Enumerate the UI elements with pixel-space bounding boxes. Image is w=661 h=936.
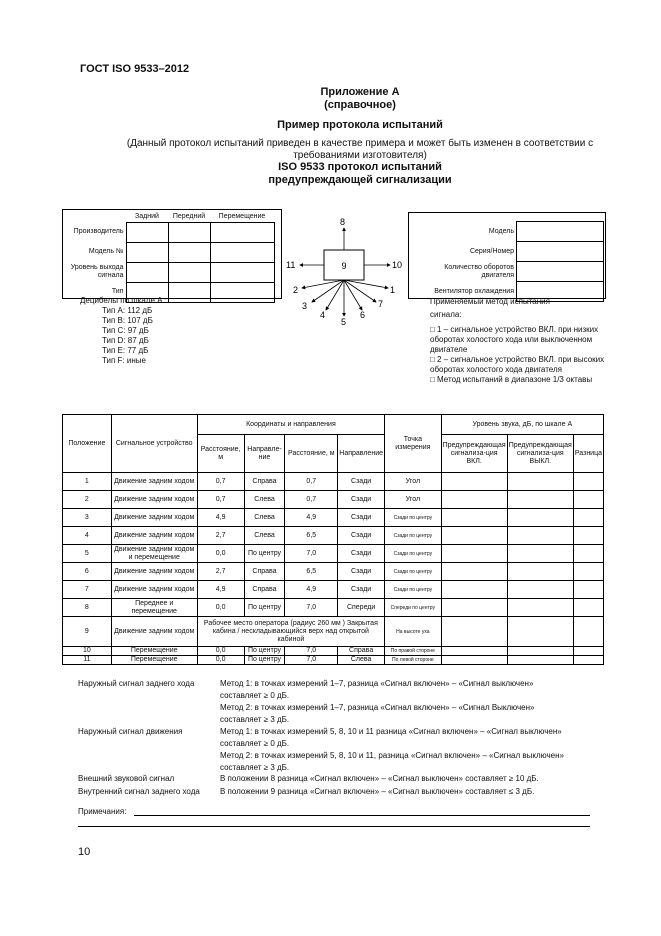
row-device: Перемещение bbox=[111, 647, 197, 656]
method-title1: Применяемый метод испытания bbox=[430, 297, 550, 306]
row-point: Сзади по центру bbox=[385, 581, 441, 599]
h-dir2: Направление bbox=[338, 435, 385, 473]
method-option-3[interactable]: □ Метод испытаний в диапазоне 1/3 октавы bbox=[430, 375, 593, 384]
row-position: 10 bbox=[63, 647, 112, 656]
method-option-1[interactable]: □ 1 – сигнальное устройство ВКЛ. при низких оборотах холостого хода или выключенном двигателе bbox=[430, 325, 599, 354]
row-dist2: 0,7 bbox=[285, 473, 338, 491]
note-rear-m1b: составляет ≥ 0 дБ. bbox=[220, 691, 290, 700]
row-dir1: Слева bbox=[244, 491, 285, 509]
diagram-point-4: 4 bbox=[320, 310, 326, 320]
row-dist2: 4,9 bbox=[285, 581, 338, 599]
row-point: Сзади по центру bbox=[385, 563, 441, 581]
row-diff[interactable] bbox=[573, 617, 603, 647]
row-position: 1 bbox=[63, 473, 112, 491]
row-dist1: 4,9 bbox=[197, 581, 244, 599]
row-dist1: 0,7 bbox=[197, 473, 244, 491]
row-point: Угол bbox=[385, 491, 441, 509]
row-type: Тип bbox=[111, 288, 124, 295]
decibels-list bbox=[80, 296, 167, 366]
row-on[interactable] bbox=[441, 656, 507, 665]
remarks-line[interactable] bbox=[134, 815, 590, 816]
row-merged-coords: Рабочее место оператора (радиус 260 мм ) Закрытая кабина / нескладывающийся верх над открытой кабиной bbox=[197, 617, 384, 647]
cell[interactable] bbox=[210, 222, 274, 242]
cell[interactable] bbox=[168, 222, 210, 242]
row-dist1: 0,0 bbox=[197, 656, 244, 665]
note-rear-m1a: Метод 1: в точках измерений 1–7, разница «Сигнал включен» – «Сигнал выключен» bbox=[220, 679, 534, 688]
note-move-m2b: составляет ≥ 3 дБ. bbox=[220, 763, 290, 772]
row-diff[interactable] bbox=[573, 545, 603, 563]
row-dist2: 4,9 bbox=[285, 509, 338, 527]
diagram-point-6: 6 bbox=[360, 310, 366, 320]
decibel-item: Тип Е: 77 дБ bbox=[102, 346, 149, 355]
col-front: Передний bbox=[172, 212, 206, 220]
remarks-line-2[interactable] bbox=[78, 826, 590, 827]
row-dir2: Сзади bbox=[338, 545, 385, 563]
row-off[interactable] bbox=[507, 656, 573, 665]
decibel-item: Тип В: 107 дБ bbox=[102, 316, 153, 325]
table-row bbox=[63, 527, 604, 545]
row-off[interactable] bbox=[507, 491, 573, 509]
row-dist2: 6,5 bbox=[285, 563, 338, 581]
protocol-title-line1: ISO 9533 протокол испытаний bbox=[278, 161, 442, 173]
h-device: Сигнальное устройство bbox=[111, 415, 197, 473]
row-on[interactable] bbox=[441, 581, 507, 599]
row-diff[interactable] bbox=[573, 581, 603, 599]
row-device: Движение задним ходом bbox=[111, 509, 197, 527]
row-dir2: Слева bbox=[338, 656, 385, 665]
cell[interactable] bbox=[517, 242, 604, 262]
row-position: 6 bbox=[63, 563, 112, 581]
cell[interactable] bbox=[210, 282, 274, 302]
row-position: 5 bbox=[63, 545, 112, 563]
row-point: Сзади по центру bbox=[385, 545, 441, 563]
row-dir1: По центру bbox=[244, 656, 285, 665]
row-dist2: 7,0 bbox=[285, 599, 338, 617]
row-device: Движение задним ходом bbox=[111, 491, 197, 509]
protocol-title-line2: предупреждающей сигнализации bbox=[268, 174, 452, 186]
cell[interactable] bbox=[168, 262, 210, 282]
table-row bbox=[63, 617, 604, 647]
cell[interactable] bbox=[168, 282, 210, 302]
table-row bbox=[63, 509, 604, 527]
row-device: Движение задним ходом bbox=[111, 617, 197, 647]
row-diff[interactable] bbox=[573, 656, 603, 665]
row-diff[interactable] bbox=[573, 563, 603, 581]
table-row bbox=[63, 545, 604, 563]
row-off[interactable] bbox=[507, 545, 573, 563]
row-dir1: Справа bbox=[244, 581, 285, 599]
row-on[interactable] bbox=[441, 599, 507, 617]
table-row bbox=[63, 563, 604, 581]
row-dir1: Слева bbox=[244, 527, 285, 545]
row-point: По левой стороне bbox=[385, 656, 441, 665]
row-dist2: 0,7 bbox=[285, 491, 338, 509]
row-dist1: 2,7 bbox=[197, 527, 244, 545]
row-on[interactable] bbox=[441, 563, 507, 581]
appendix-note-line1: (Данный протокол испытаний приведен в качестве примера и может быть изменен в соответствии с bbox=[126, 138, 594, 149]
cell[interactable] bbox=[126, 262, 168, 282]
appendix-note-line2: требованиями изготовителя) bbox=[293, 150, 427, 161]
cell[interactable] bbox=[126, 242, 168, 262]
diagram-point-8: 8 bbox=[340, 217, 346, 227]
row-manufacturer: Производитель bbox=[73, 228, 124, 235]
row-diff[interactable] bbox=[573, 509, 603, 527]
measurement-table bbox=[62, 414, 604, 665]
cell[interactable] bbox=[210, 262, 274, 282]
row-on[interactable] bbox=[441, 617, 507, 647]
row-dist1: 0,0 bbox=[197, 599, 244, 617]
diagram-point-11: 11 bbox=[286, 260, 296, 270]
h-on: Предупреждающая сигнализа-ция ВКЛ. bbox=[441, 435, 507, 473]
h-diff: Разница bbox=[573, 435, 603, 473]
appendix-heading: Пример протокола испытаний bbox=[277, 119, 443, 131]
row-dist1: 2,7 bbox=[197, 563, 244, 581]
decibel-item: Тип С: 97 дБ bbox=[102, 326, 149, 335]
row-dist2: 7,0 bbox=[285, 647, 338, 656]
note-int-key: Внутренний сигнал заднего хода bbox=[78, 787, 200, 796]
row-on[interactable] bbox=[441, 545, 507, 563]
row-dir2: Сзади bbox=[338, 527, 385, 545]
row-position: 7 bbox=[63, 581, 112, 599]
row-diff[interactable] bbox=[573, 599, 603, 617]
cell[interactable] bbox=[517, 262, 604, 282]
row-point: На высоте уха bbox=[385, 617, 441, 647]
table-row bbox=[63, 581, 604, 599]
row-off[interactable] bbox=[507, 563, 573, 581]
row-off[interactable] bbox=[507, 599, 573, 617]
row-device: Движение задним ходом bbox=[111, 473, 197, 491]
row-diff[interactable] bbox=[573, 647, 603, 656]
table-row bbox=[63, 647, 604, 656]
row-off[interactable] bbox=[507, 473, 573, 491]
decibel-item: Тип D: 87 дБ bbox=[102, 336, 149, 345]
measurement-points-diagram bbox=[282, 212, 407, 327]
row-model-no: Модель № bbox=[88, 248, 124, 255]
diagram-point-1: 1 bbox=[390, 285, 396, 295]
row-device: Переднее и перемещение bbox=[111, 599, 197, 617]
row-position: 2 bbox=[63, 491, 112, 509]
row-dir1: Справа bbox=[244, 473, 285, 491]
row-device: Движение задним ходом bbox=[111, 527, 197, 545]
row-position: 11 bbox=[63, 656, 112, 665]
row-position: 9 bbox=[63, 617, 112, 647]
row-dir1: По центру bbox=[244, 545, 285, 563]
row-point: Спереди по центру bbox=[385, 599, 441, 617]
row-rpm: Количество оборотов двигателя bbox=[444, 263, 514, 279]
note-rear-m2b: составляет ≥ 3 дБ. bbox=[220, 715, 290, 724]
row-position: 3 bbox=[63, 509, 112, 527]
row-dist2: 7,0 bbox=[285, 656, 338, 665]
h-off: Предупреждающая сигнализа-ция ВЫКЛ. bbox=[507, 435, 573, 473]
row-dir2: Сзади bbox=[338, 563, 385, 581]
row-position: 4 bbox=[63, 527, 112, 545]
row-on[interactable] bbox=[441, 527, 507, 545]
decibels-title: Децибелы по шкале А : bbox=[80, 296, 167, 305]
row-dir1: Справа bbox=[244, 563, 285, 581]
remarks-label: Примечания: bbox=[78, 807, 127, 816]
row-output-level: Уровень выхода сигнала bbox=[70, 264, 124, 279]
note-move-m1b: составляет ≥ 0 дБ. bbox=[220, 739, 290, 748]
row-device: Движение задним ходом bbox=[111, 563, 197, 581]
row-dir2: Справа bbox=[338, 647, 385, 656]
row-dist2: 6,5 bbox=[285, 527, 338, 545]
method-title2: сигнала: bbox=[430, 310, 462, 319]
page-number: 10 bbox=[78, 846, 91, 858]
row-on[interactable] bbox=[441, 491, 507, 509]
row-dir1: Слева bbox=[244, 509, 285, 527]
row-off[interactable] bbox=[507, 581, 573, 599]
row-off[interactable] bbox=[507, 527, 573, 545]
row-diff[interactable] bbox=[573, 473, 603, 491]
h-dist2: Расстояние, м bbox=[285, 435, 338, 473]
diagram-point-2: 2 bbox=[293, 285, 299, 295]
note-move-m1a: Метод 1: в точках измерений 5, 8, 10 и 11 разница «Сигнал включен» – «Сигнал выключен» bbox=[220, 727, 562, 736]
decibel-item: Тип F: иные bbox=[102, 356, 146, 365]
note-int-val: В положении 9 разница «Сигнал включен» – «Сигнал выключен» составляет ≤ 3 дБ. bbox=[220, 787, 535, 796]
row-dist1: 0,0 bbox=[197, 647, 244, 656]
row-point: Сзади по центру bbox=[385, 527, 441, 545]
row-point: По правой стороне bbox=[385, 647, 441, 656]
note-ext-val: В положении 8 разница «Сигнал включен» – «Сигнал выключен» составляет ≥ 10 дБ. bbox=[220, 774, 539, 783]
row-dist1: 0,0 bbox=[197, 545, 244, 563]
diagram-point-7: 7 bbox=[378, 299, 384, 309]
row-dir2: Сзади bbox=[338, 491, 385, 509]
row-on[interactable] bbox=[441, 647, 507, 656]
h-position: Положение bbox=[63, 415, 112, 473]
cell[interactable] bbox=[210, 242, 274, 262]
test-method bbox=[430, 297, 610, 385]
table-row bbox=[63, 491, 604, 509]
h-point: Точка измерения bbox=[385, 415, 441, 473]
row-dir1: По центру bbox=[244, 599, 285, 617]
note-ext-key: Внешний звуковой сигнал bbox=[78, 774, 175, 783]
row-model: Модель bbox=[488, 227, 514, 235]
note-move-key: Наружный сигнал движения bbox=[78, 727, 183, 736]
diagram-point-10: 10 bbox=[392, 260, 403, 270]
cell[interactable] bbox=[517, 222, 604, 242]
row-point: Сзади по центру bbox=[385, 509, 441, 527]
cell[interactable] bbox=[126, 222, 168, 242]
row-dist1: 0,7 bbox=[197, 491, 244, 509]
row-dir2: Спереди bbox=[338, 599, 385, 617]
table-row bbox=[63, 473, 604, 491]
right-info-table bbox=[410, 221, 604, 302]
h-level: Уровень звука, дБ, по шкале А bbox=[441, 415, 603, 435]
diagram-point-3: 3 bbox=[302, 301, 308, 311]
row-diff[interactable] bbox=[573, 491, 603, 509]
row-device: Перемещение bbox=[111, 656, 197, 665]
decibel-item: Тип А: 112 дБ bbox=[102, 306, 153, 315]
col-rear: Задний bbox=[135, 212, 159, 220]
row-dist1: 4,9 bbox=[197, 509, 244, 527]
row-dir2: Сзади bbox=[338, 473, 385, 491]
appendix-subtitle: (справочное) bbox=[324, 99, 396, 111]
diagram-center-label: 9 bbox=[341, 261, 347, 271]
method-option-2[interactable]: □ 2 – сигнальное устройство ВКЛ. при высоких оборотах холостого хода двигателя bbox=[430, 355, 605, 374]
note-move-m2a: Метод 2: в точках измерений 5, 8, 10 и 11, разница «Сигнал включен» – «Сигнал выключен» bbox=[220, 751, 564, 760]
row-dir2: Сзади bbox=[338, 581, 385, 599]
col-move: Перемещение bbox=[218, 212, 266, 220]
row-on[interactable] bbox=[441, 509, 507, 527]
row-dir2: Сзади bbox=[338, 509, 385, 527]
row-off[interactable] bbox=[507, 509, 573, 527]
h-coords: Координаты и направления bbox=[197, 415, 384, 435]
row-off[interactable] bbox=[507, 617, 573, 647]
appendix-title: Приложение А bbox=[320, 86, 400, 98]
note-rear-m2a: Метод 2: в точках измерений 1–7, разница «Сигнал включен» – «Сигнал Выключен» bbox=[220, 703, 535, 712]
table-row bbox=[63, 599, 604, 617]
row-diff[interactable] bbox=[573, 527, 603, 545]
cell[interactable] bbox=[168, 242, 210, 262]
row-device: Движение задним ходом и перемещение bbox=[111, 545, 197, 563]
row-off[interactable] bbox=[507, 647, 573, 656]
row-position: 8 bbox=[63, 599, 112, 617]
diagram-point-5: 5 bbox=[341, 317, 347, 327]
row-serial: Серия/Номер bbox=[469, 247, 514, 255]
table-row bbox=[63, 656, 604, 665]
h-dist1: Расстояние, м bbox=[197, 435, 244, 473]
row-point: Угол bbox=[385, 473, 441, 491]
document-id: ГОСТ ISO 9533–2012 bbox=[80, 63, 190, 75]
row-device: Движение задним ходом bbox=[111, 581, 197, 599]
left-info-table bbox=[64, 212, 275, 303]
note-rear-key: Наружный сигнал заднего хода bbox=[78, 679, 195, 688]
h-dir1: Направле-ние bbox=[244, 435, 285, 473]
row-dir1: По центру bbox=[244, 647, 285, 656]
row-dist2: 7,0 bbox=[285, 545, 338, 563]
row-on[interactable] bbox=[441, 473, 507, 491]
row-fan: Вентилятор охлаждения bbox=[434, 287, 514, 295]
